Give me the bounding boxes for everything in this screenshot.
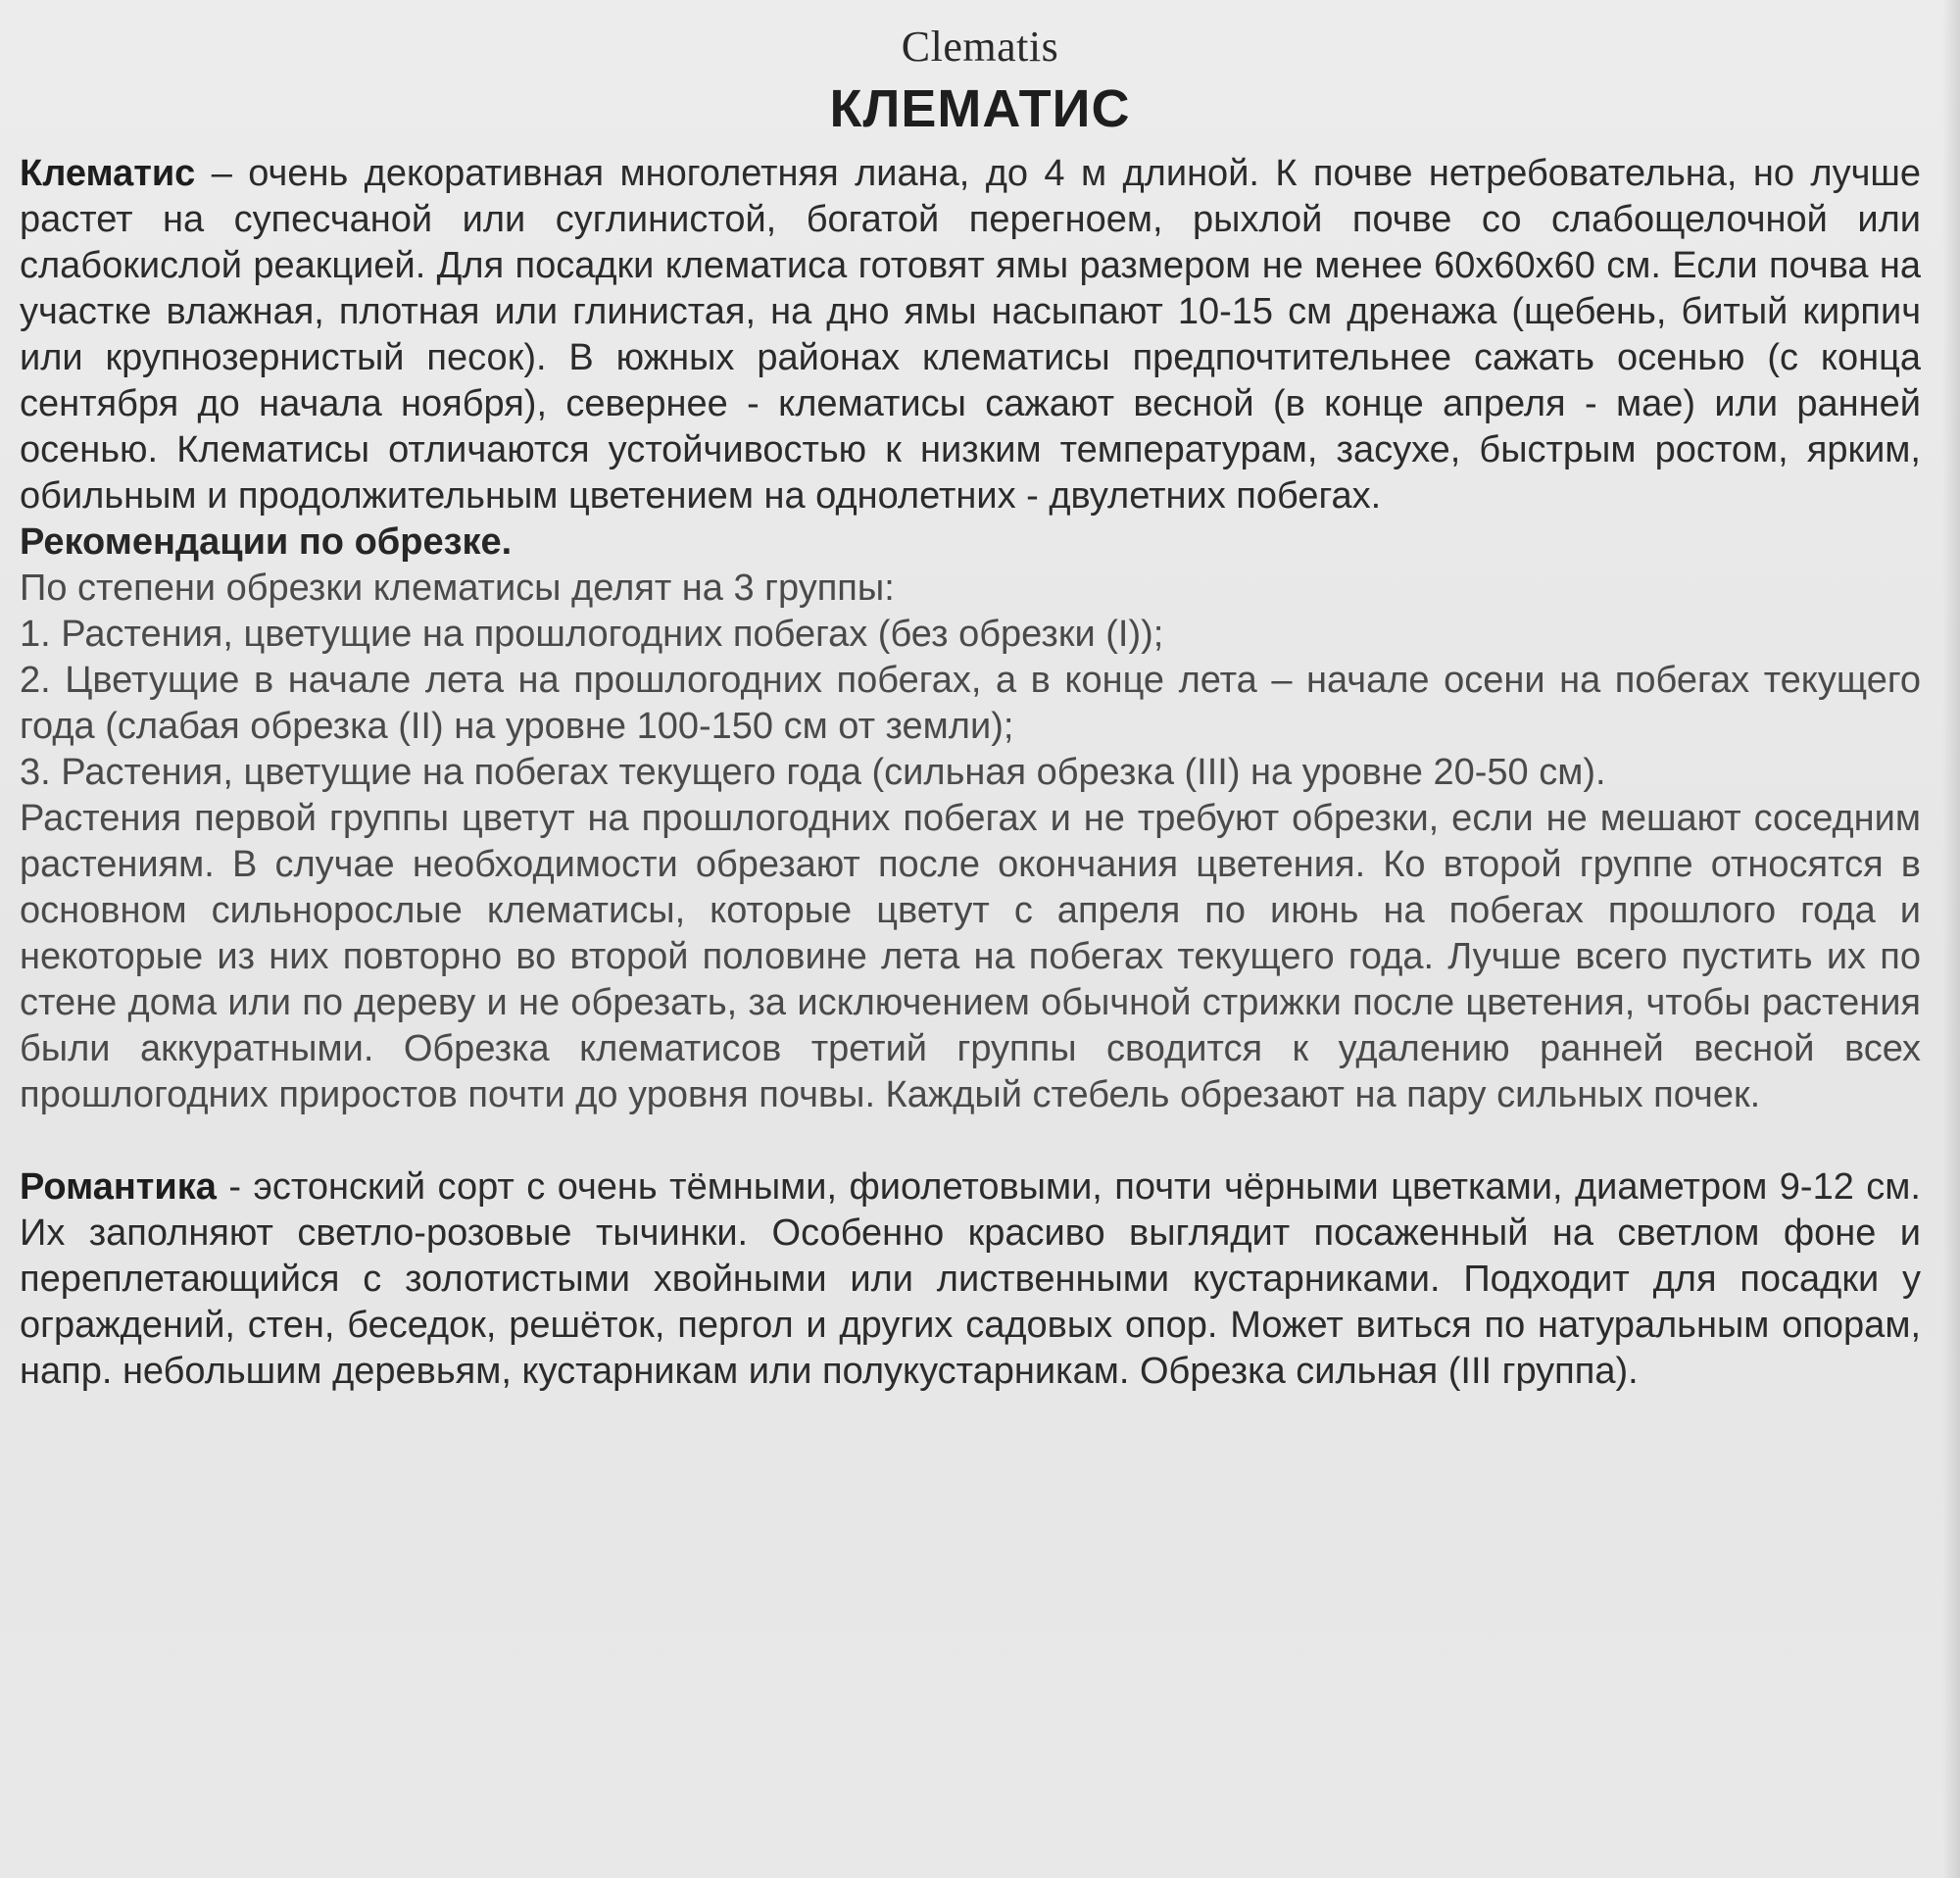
latin-title: Clematis — [901, 23, 1059, 71]
variety-name: Романтика — [20, 1166, 217, 1208]
pruning-lead: По степени обрезки клематисы делят на 3 группы: — [20, 568, 895, 609]
pruning-group-2: 2. Цветущие в начале лета на прошлогодних побегах, а в конце лета – начале осени на побегах текущего года (слабая обрезка (II) на уровне 100-150 см от земли); — [20, 660, 1921, 747]
section-spacer — [20, 1118, 1921, 1164]
page-edge-shadow — [1942, 0, 1960, 1878]
variety-paragraph — [20, 1164, 1921, 1395]
intro-text: – очень декоративная многолетняя лиана, до 4 м длиной. К почве нетребовательна, но лучше растет на супесчаной или суглинистой, богатой перегноем, рыхлой почве со слабощелочной или слабокислой реакцией. Для посадки клематиса готовят ямы размером не менее 60x60x60 см. Если почва на участке влажная, плотная или глинистая, на дно ямы насыпают 10-15 см дренажа (щебень, битый кирпич или крупнозернистый песок). В южных районах клематисы предпочтительнее сажать осенью (с конца сентября до начала ноября), севернее - клематисы сажают весной (в конце апреля - мае) или ранней осенью. Клематисы отличаются устойчивостью к низким температурам, засухе, быстрым ростом, ярким, обильным и продолжительным цветением на однолетних - двулетних побегах. — [20, 153, 1921, 517]
intro-paragraph — [20, 151, 1921, 519]
document-body — [20, 151, 1921, 1395]
pruning-heading: Рекомендации по обрезке. — [20, 521, 513, 563]
variety-text: - эстонский сорт с очень тёмными, фиолетовыми, почти чёрными цветками, диаметром 9-12 см. Их заполняют светло-розовые тычинки. Особенно красиво выглядит посаженный на светлом фоне и переплетающийся с золотистыми хвойными или лиственными кустарниками. Подходит для посадки у ограждений, стен, беседок, решёток, пергол и других садовых опор. Может виться по натуральным опорам, напр. небольшим деревьям, кустарникам или полукустарникам. Обрезка сильная (III группа). — [20, 1166, 1921, 1392]
pruning-group-3: 3. Растения, цветущие на побегах текущего года (сильная обрезка (III) на уровне 20-50 см). — [20, 752, 1606, 793]
pruning-group-1: 1. Растения, цветущие на прошлогодних побегах (без обрезки (I)); — [20, 614, 1164, 655]
russian-title: КЛЕМАТИС — [829, 79, 1131, 138]
pruning-details: Растения первой группы цветут на прошлогодних побегах и не требуют обрезки, если не мешают соседним растениям. В случае необходимости обрезают после окончания цветения. Ко второй группе относятся в основном сильнорослые клематисы, которые цветут с апреля по июнь на побегах прошлого года и некоторые из них повторно во второй половине лета на побегах текущего года. Лучше всего пустить их по стене дома или по дереву и не обрезать, за исключением обычной стрижки после цветения, чтобы растения были аккуратными. Обрезка клематисов третий группы сводится к удалению ранней весной всех прошлогодних приростов почти до уровня почвы. Каждый стебель обрезают на пару сильных почек. — [20, 798, 1921, 1115]
intro-term: Клематис — [20, 153, 196, 194]
